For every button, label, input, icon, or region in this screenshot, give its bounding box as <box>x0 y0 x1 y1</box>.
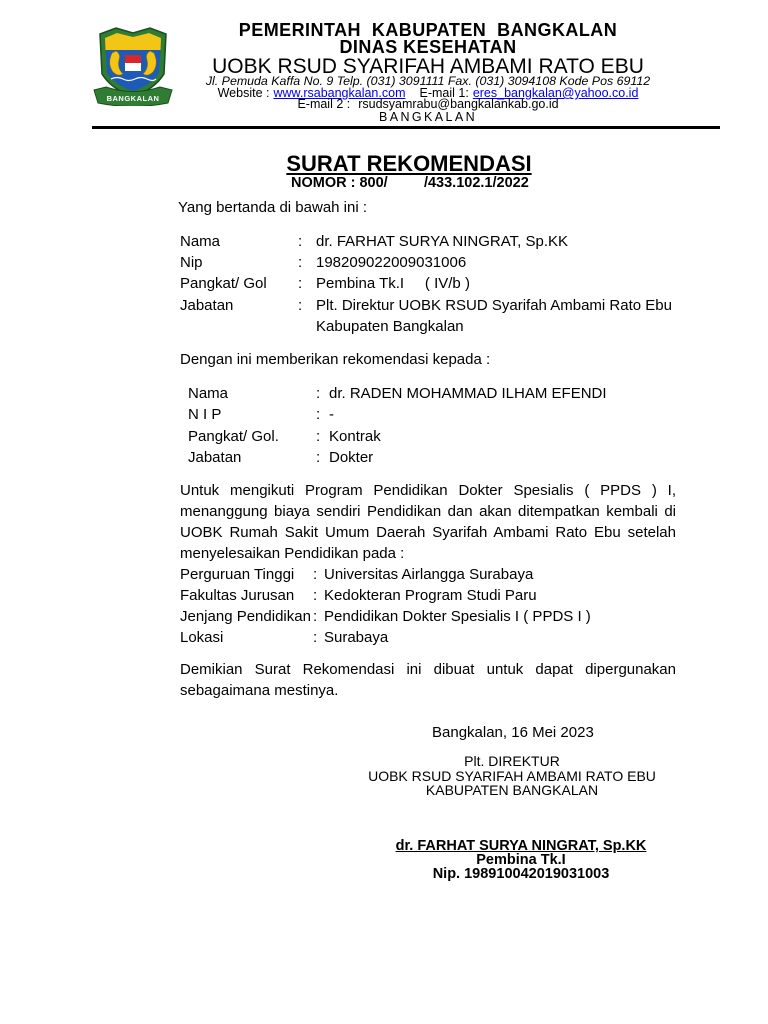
signature-rank: Pembina Tk.I <box>476 852 566 868</box>
purpose-line: Untuk mengikuti Program Pendidikan Dokter Spesialis ( PPDS ) I, <box>180 482 676 499</box>
email2-address: rsudsyamrabu@bangkalankab.go.id <box>358 97 559 111</box>
signature-nip: Nip. 198910042019031003 <box>432 866 610 882</box>
government-name: PEMERINTAH KABUPATEN BANGKALAN <box>238 20 618 40</box>
email1-link[interactable]: eres_bangkalan@yahoo.co.id <box>472 86 639 100</box>
recipient-rank-label: Pangkat/ Gol. <box>188 428 279 445</box>
signature-region: KABUPATEN BANGKALAN <box>425 782 599 798</box>
education-level-label: Jenjang Pendidikan <box>180 608 311 625</box>
education-location-row <box>0 627 720 648</box>
signer-nip-row <box>0 252 720 273</box>
signer-rank-row <box>0 273 720 294</box>
education-faculty-row <box>0 585 720 606</box>
recipient-position-label: Jabatan <box>188 449 242 466</box>
education-level-row <box>0 606 720 627</box>
recipient-nip-colon: : <box>316 406 321 423</box>
signer-position-continued-row <box>0 316 720 337</box>
education-location-colon: : <box>313 629 318 646</box>
recipient-name-value: dr. RADEN MOHAMMAD ILHAM EFENDI <box>329 385 607 402</box>
purpose-line: menyelesaikan Pendidikan pada : <box>180 545 405 562</box>
signer-position-label: Jabatan <box>180 297 234 314</box>
signer-position-value: Plt. Direktur UOBK RSUD Syarifah Ambami Rato Ebu <box>316 297 672 314</box>
signer-rank-value: Pembina Tk.I ( IV/b ) <box>316 275 470 292</box>
letter-number: NOMOR : 800/ /433.102.1/2022 <box>291 175 529 191</box>
signer-nip-value: 198209022009031006 <box>316 254 467 271</box>
recipient-position-colon: : <box>316 449 321 466</box>
email1-label: E-mail 1: <box>419 86 469 100</box>
logo-flag-white <box>125 63 141 71</box>
logo-flag-red <box>125 55 141 63</box>
signer-name-label: Nama <box>180 233 221 250</box>
education-level-value: Pendidikan Dokter Spesialis I ( PPDS I ) <box>324 608 591 625</box>
letterhead-divider <box>92 126 720 129</box>
regency-logo <box>92 24 174 106</box>
closing-line: sebagaimana mestinya. <box>180 682 339 699</box>
education-faculty-value: Kedokteran Program Studi Paru <box>324 587 537 604</box>
recipient-position-value: Dokter <box>329 449 374 466</box>
signature-name: dr. FARHAT SURYA NINGRAT, Sp.KK <box>395 838 647 854</box>
signature-identity-block <box>321 839 721 881</box>
education-university-value: Universitas Airlangga Surabaya <box>324 566 534 583</box>
recipient-name-row <box>0 383 720 404</box>
education-location-label: Lokasi <box>180 629 224 646</box>
recipient-nip-row <box>0 404 720 425</box>
education-faculty-colon: : <box>313 587 318 604</box>
department-name: DINAS KESEHATAN <box>339 37 517 57</box>
website-link[interactable]: www.rsabangkalan.com <box>273 86 406 100</box>
signer-intro: Yang bertanda di bawah ini : <box>178 199 368 216</box>
signature-name-line <box>321 839 721 853</box>
signature-institution: UOBK RSUD SYARIFAH AMBAMI RATO EBU <box>368 767 656 784</box>
logo-banner-text: BANGKALAN <box>106 94 160 103</box>
closing-line: Demikian Surat Rekomendasi ini dibuat untuk dapat dipergunakan <box>180 661 676 678</box>
email2-label: E-mail 2 : <box>297 97 351 111</box>
signature-title: Plt. DIREKTUR <box>464 753 560 769</box>
education-university-colon: : <box>313 566 318 583</box>
recipient-rank-colon: : <box>316 428 321 445</box>
signer-name-colon: : <box>298 233 303 250</box>
signature-office-block <box>312 754 712 798</box>
purpose-line: menanggung biaya sendiri Pendidikan dan akan ditempatkan kembali di <box>180 503 676 520</box>
education-faculty-label: Fakultas Jurusan <box>180 587 295 604</box>
signer-nip-colon: : <box>298 254 303 271</box>
regency-logo-emblem <box>92 24 174 106</box>
institution-name: UOBK RSUD SYARIFAH AMBAMI RATO EBU <box>212 55 644 78</box>
signer-name-row <box>0 231 720 252</box>
place-and-date: Bangkalan, 16 Mei 2023 <box>432 724 594 741</box>
signer-name-value: dr. FARHAT SURYA NINGRAT, Sp.KK <box>316 233 569 250</box>
purpose-line: UOBK Rumah Sakit Umum Daerah Syarifah Ambami Rato Ebu setelah <box>180 524 676 541</box>
letterhead-city: BANGKALAN <box>378 110 478 124</box>
signer-rank-colon: : <box>298 275 303 292</box>
recipient-rank-value: Kontrak <box>329 428 381 445</box>
education-university-label: Perguruan Tinggi <box>180 566 295 583</box>
education-location-value: Surabaya <box>324 629 389 646</box>
recipient-nip-label: N I P <box>188 406 222 423</box>
recipient-nip-value: - <box>329 406 334 423</box>
signer-position-value-line2: Kabupaten Bangkalan <box>316 318 464 335</box>
recipient-rank-row <box>0 426 720 447</box>
signer-position-row <box>0 295 720 316</box>
education-level-colon: : <box>313 608 318 625</box>
website-label: Website : <box>217 86 270 100</box>
letter-title: SURAT REKOMENDASI <box>286 151 532 176</box>
signer-nip-label: Nip <box>180 254 203 271</box>
signer-rank-label: Pangkat/ Gol <box>180 275 267 292</box>
recipient-position-row <box>0 447 720 468</box>
signer-position-colon: : <box>298 297 303 314</box>
education-university-row <box>0 564 720 585</box>
institution-address: Jl. Pemuda Kaffa No. 9 Telp. (031) 3091111 Fax. (031) 3094108 Kode Pos 69112 <box>205 74 651 88</box>
recommendation-intro: Dengan ini memberikan rekomendasi kepada : <box>180 351 491 368</box>
recipient-name-label: Nama <box>188 385 229 402</box>
recipient-name-colon: : <box>316 385 321 402</box>
